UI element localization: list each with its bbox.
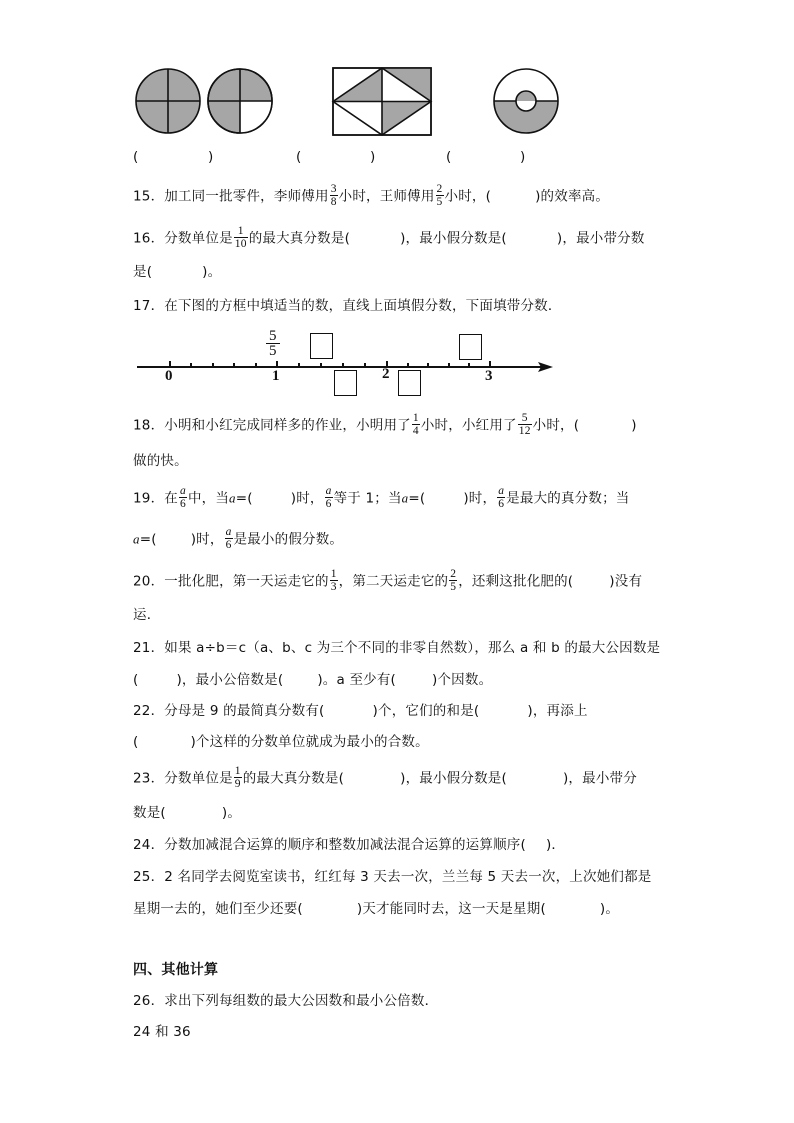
- fraction-3-8: [330, 183, 338, 208]
- denominator: 9: [234, 778, 241, 790]
- question-20: [133, 569, 642, 594]
- q22-text-1: 22．分母是 9 的最简真分数有(: [133, 703, 325, 719]
- question-26-pair: [133, 1022, 191, 1042]
- q18-text-3: 小时，(: [532, 417, 580, 434]
- q19-text-4: 等于 1；当: [333, 490, 402, 507]
- fraction-a-6: [225, 526, 233, 551]
- q22-text-5: )个这样的分数单位就成为最小的合数。: [190, 734, 429, 750]
- question-16: [133, 226, 645, 251]
- question-19-line-2: [133, 527, 343, 552]
- q18-text-1: 18．小明和小红完成同样多的作业，小明用了: [133, 417, 411, 434]
- answer-box-above-2[interactable]: [459, 334, 482, 360]
- q23-text-5: 数是(: [133, 805, 166, 821]
- q24-text-2: )．: [545, 837, 566, 853]
- number-line-label-3: 3: [485, 368, 493, 384]
- q20-text-4: )没有: [609, 573, 643, 590]
- q25-text-4: )。: [599, 901, 620, 917]
- denominator: 10: [234, 238, 247, 250]
- denominator: 4: [412, 425, 419, 437]
- numerator: 5: [518, 412, 532, 425]
- question-20-line-2: [133, 605, 160, 625]
- denominator: 3: [330, 581, 337, 593]
- q23-text-4: )，最小带分: [562, 770, 637, 787]
- denominator: 6: [325, 498, 332, 510]
- numerator: a: [225, 526, 232, 538]
- numerator: 5: [266, 329, 280, 344]
- variable-a: a: [229, 490, 236, 506]
- answer-box-above-1[interactable]: [310, 333, 333, 359]
- variable-a: a: [133, 531, 140, 547]
- numerator: a: [179, 485, 186, 497]
- question-17: [133, 296, 562, 316]
- q18-text-5: 做的快。: [133, 453, 188, 469]
- fraction-1-9: [234, 765, 242, 790]
- answer-box-below-2[interactable]: [398, 370, 421, 396]
- q25-text-3: )天才能同时去，这一天是星期(: [356, 901, 546, 917]
- variable-a: a: [401, 490, 409, 506]
- q25-text-2: 星期一去的，她们至少还要(: [133, 901, 303, 917]
- numerator: 1: [412, 412, 419, 424]
- q24-text-1: 24．分数加减混合运算的顺序和整数加减法混合运算的运算顺序(: [133, 837, 526, 853]
- question-18-line-2: [133, 451, 188, 471]
- answer-paren-open-1: (: [133, 149, 139, 165]
- q16-text-6: )。: [202, 264, 222, 280]
- fraction-a-6: [497, 485, 505, 510]
- numerator: 1: [234, 225, 248, 238]
- q21-text-3: )，最小公倍数是(: [176, 672, 284, 688]
- q23-text-2: 的最大真分数是(: [242, 770, 345, 787]
- q21-text-4: )。a 至少有(: [317, 672, 397, 688]
- q23-text-3: )，最小假分数是(: [400, 770, 507, 787]
- question-23: [133, 766, 637, 791]
- numerator: 2: [436, 183, 443, 195]
- q16-text-5: 是(: [133, 264, 153, 280]
- q20-text-2: ，第二天运走它的: [338, 573, 449, 590]
- fraction-1-3: [330, 568, 338, 593]
- q19-text-1: 19．在: [133, 490, 178, 507]
- question-19: [133, 486, 629, 511]
- q15-text-2: 小时，王师傅用: [338, 188, 435, 205]
- question-21-line-2: [133, 670, 492, 690]
- q16-text-4: )，最小带分数: [556, 230, 645, 247]
- denominator: 6: [225, 539, 232, 551]
- number-pair: 24 和 36: [133, 1024, 191, 1040]
- q15-text-1: 15．加工同一批零件，李师傅用: [133, 188, 329, 205]
- fraction-1-4: [412, 412, 420, 437]
- denominator: 5: [436, 196, 443, 208]
- fraction-a-6: [325, 485, 333, 510]
- answer-paren-close-2: ): [370, 149, 376, 165]
- q23-text-6: )。: [221, 805, 242, 821]
- numerator: a: [498, 485, 505, 497]
- denominator: 12: [518, 425, 531, 437]
- denominator: 6: [179, 498, 186, 510]
- question-22: [133, 701, 588, 721]
- fraction-2-5: [449, 568, 457, 593]
- denominator: 5: [269, 343, 277, 359]
- q22-text-2: )个，它们的和是(: [372, 703, 480, 719]
- q21-text-5: )个因数。: [432, 672, 493, 688]
- q26-text: 26．求出下列每组数的最大公因数和最小公倍数．: [133, 993, 439, 1009]
- q20-text-3: ，还剩这批化肥的(: [458, 573, 574, 590]
- denominator: 5: [450, 581, 457, 593]
- figures-svg: [0, 0, 794, 150]
- q20-text-1: 20．一批化肥，第一天运走它的: [133, 573, 329, 590]
- q25-text-1: 25．2 名同学去阅览室读书，红红每 3 天去一次，兰兰每 5 天去一次，上次她们都是: [133, 869, 652, 885]
- question-23-line-2: [133, 803, 241, 823]
- q15-text-3: 小时，(: [444, 188, 492, 205]
- question-25-line-2: [133, 899, 619, 919]
- q22-text-3: )，再添上: [527, 703, 588, 719]
- fraction-2-5: [436, 183, 444, 208]
- number-line-label-0: 0: [165, 368, 173, 384]
- q19-text-5: )时，: [463, 490, 497, 507]
- question-16-line-2: [133, 262, 221, 282]
- q23-text-1: 23．分数单位是: [133, 770, 233, 787]
- equals-paren: =(: [408, 490, 426, 507]
- q19-text-6: 是最大的真分数；当: [506, 490, 630, 507]
- answer-paren-close-1: ): [208, 149, 214, 165]
- circle-figure-2: [208, 69, 272, 133]
- rectangle-figure: [333, 68, 431, 135]
- q18-text-4: ): [631, 417, 637, 434]
- answer-paren-open-3: (: [446, 149, 452, 165]
- equals-paren: =(: [235, 490, 253, 507]
- answer-paren-open-2: (: [296, 149, 302, 165]
- q17-text: 17．在下图的方框中填适当的数，直线上面填假分数，下面填带分数．: [133, 298, 562, 314]
- circle-figure-1: [136, 69, 200, 133]
- numerator: 1: [234, 765, 241, 777]
- q22-text-4: (: [133, 734, 139, 750]
- q21-text-2: (: [133, 672, 139, 688]
- q16-text-2: 的最大真分数是(: [248, 230, 351, 247]
- numerator: a: [325, 485, 332, 497]
- section-heading: 四、其他计算: [133, 962, 219, 978]
- answer-paren-close-3: ): [520, 149, 526, 165]
- question-26: [133, 991, 438, 1011]
- fraction-1-10: [234, 225, 248, 250]
- question-24: [133, 835, 565, 855]
- fraction-5-12: [518, 412, 532, 437]
- fraction-a-6: [179, 485, 187, 510]
- arrow-head-icon: [538, 362, 553, 372]
- numerator: 3: [330, 183, 337, 195]
- number-line-label-1: 1: [272, 368, 280, 384]
- number-line-label-2: 2: [382, 366, 390, 382]
- equals-paren: =(: [139, 531, 157, 548]
- question-21: [133, 638, 660, 658]
- numerator: 2: [450, 568, 457, 580]
- q19-text-8: 是最小的假分数。: [233, 531, 344, 548]
- q19-text-2: 中，当: [187, 490, 230, 507]
- q20-text-5: 运．: [133, 607, 161, 623]
- q21-text-1: 21．如果 a÷b＝c（a、b、c 为三个不同的非零自然数），那么 a 和 b 的最大公因数是: [133, 640, 661, 656]
- ring-figure: [494, 69, 558, 133]
- number-line-fraction-5-5: [266, 329, 280, 358]
- q16-text-1: 16．分数单位是: [133, 230, 233, 247]
- numerator: 1: [330, 568, 337, 580]
- denominator: 8: [330, 196, 337, 208]
- q15-text-4: )的效率高。: [535, 188, 610, 205]
- question-22-line-2: [133, 732, 429, 752]
- q19-text-3: )时，: [290, 490, 324, 507]
- answer-box-below-1[interactable]: [334, 370, 357, 396]
- q16-text-3: )，最小假分数是(: [400, 230, 507, 247]
- question-25: [133, 867, 652, 887]
- question-15: [133, 184, 609, 209]
- q18-text-2: 小时，小红用了: [420, 417, 517, 434]
- denominator: 6: [498, 498, 505, 510]
- q19-text-7: )时，: [190, 531, 224, 548]
- question-18: [133, 413, 637, 438]
